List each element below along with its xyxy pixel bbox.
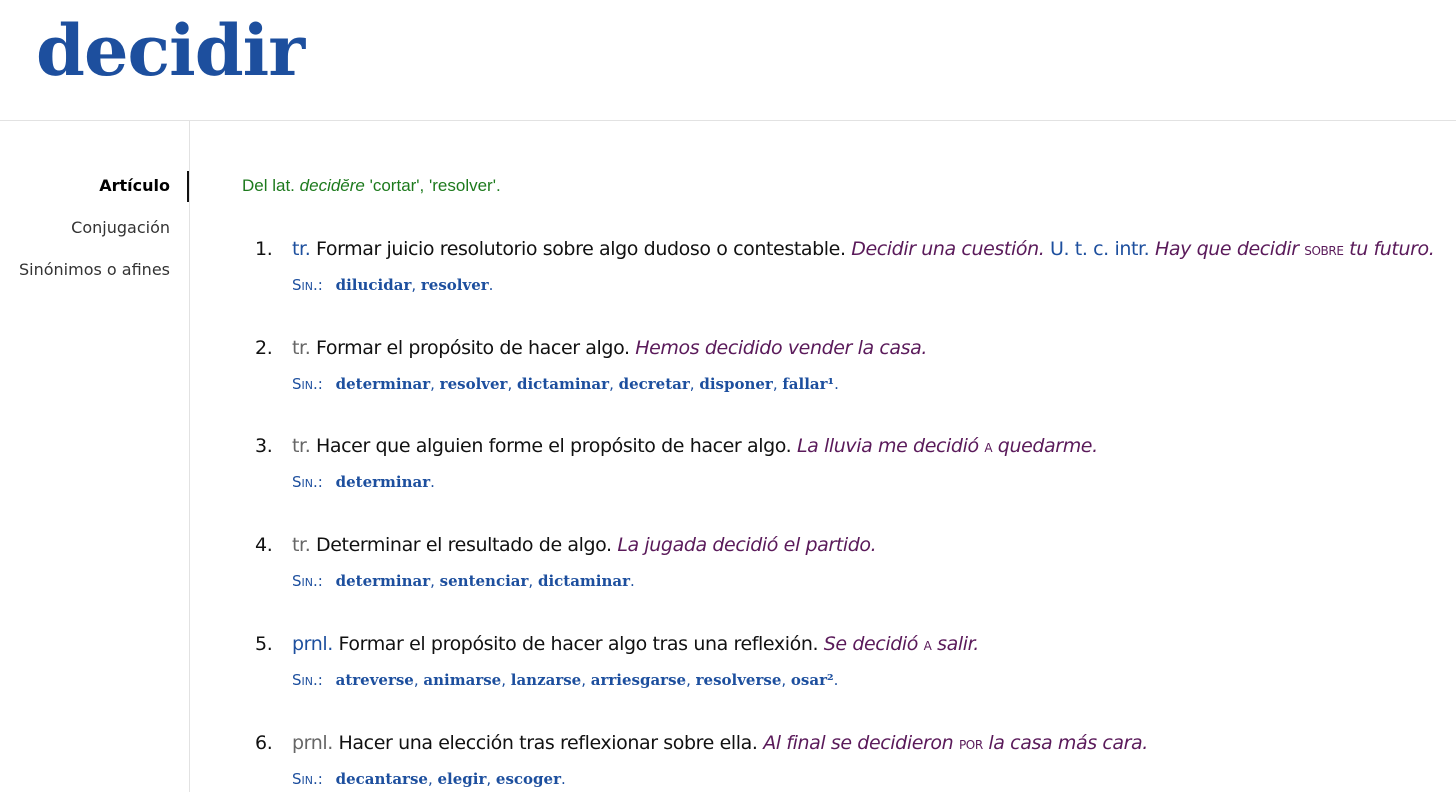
example: Se decidió a salir. bbox=[823, 633, 979, 655]
synonym-link[interactable]: decantarse bbox=[335, 770, 428, 788]
synonyms: Sin.: determinar, sentenciar, dictaminar. bbox=[292, 572, 635, 590]
article-main bbox=[191, 121, 1456, 792]
synonym-link[interactable]: escoger bbox=[495, 770, 561, 788]
synonym-link[interactable]: osar² bbox=[790, 671, 834, 689]
grammar-abbr[interactable]: tr. bbox=[292, 238, 311, 260]
example: La jugada decidió el partido. bbox=[617, 534, 877, 556]
entry-title: decidir bbox=[36, 9, 305, 92]
synonyms-label: Sin.: bbox=[292, 671, 323, 689]
synonym-link[interactable]: animarse bbox=[423, 671, 502, 689]
synonyms: Sin.: dilucidar, resolver. bbox=[292, 276, 494, 294]
sense-number: 4. bbox=[255, 534, 273, 556]
synonym-link[interactable]: elegir bbox=[437, 770, 487, 788]
grammar-abbr[interactable]: prnl. bbox=[292, 633, 333, 655]
nav-item-articulo[interactable]: Artículo bbox=[99, 176, 170, 195]
synonyms: Sin.: decantarse, elegir, escoger. bbox=[292, 770, 566, 788]
sense-number: 5. bbox=[255, 633, 273, 655]
etymology-prefix: Del lat. bbox=[242, 176, 295, 195]
synonyms-label: Sin.: bbox=[292, 375, 323, 393]
synonym-link[interactable]: decretar bbox=[618, 375, 690, 393]
usage-note[interactable]: U. t. c. intr. bbox=[1050, 238, 1150, 260]
definition: Formar juicio resolutorio sobre algo dudoso o contestable. bbox=[316, 238, 846, 260]
synonym-link[interactable]: sentenciar bbox=[439, 572, 529, 590]
grammar-abbr[interactable]: tr. bbox=[292, 534, 311, 556]
synonyms-label: Sin.: bbox=[292, 572, 323, 590]
sense-number: 6. bbox=[255, 732, 273, 754]
sidebar bbox=[0, 121, 190, 792]
grammar-abbr[interactable]: tr. bbox=[292, 435, 311, 457]
synonym-link[interactable]: resolver bbox=[420, 276, 489, 294]
nav-item-conjugacion[interactable]: Conjugación bbox=[71, 218, 170, 237]
sense-number: 2. bbox=[255, 337, 273, 359]
grammar-abbr[interactable]: prnl. bbox=[292, 732, 333, 754]
example: La lluvia me decidió a quedarme. bbox=[796, 435, 1098, 457]
synonym-link[interactable]: dictaminar bbox=[537, 572, 631, 590]
definition: Formar el propósito de hacer algo tras una reflexión. bbox=[338, 633, 819, 655]
definition: Hacer una elección tras reflexionar sobre ella. bbox=[338, 732, 758, 754]
synonyms-label: Sin.: bbox=[292, 770, 323, 788]
example: Hemos decidido vender la casa. bbox=[635, 337, 928, 359]
sense-number: 1. bbox=[255, 238, 273, 260]
synonyms-label: Sin.: bbox=[292, 473, 323, 491]
synonyms: Sin.: determinar, resolver, dictaminar, decretar, disponer, fallar¹. bbox=[292, 375, 839, 393]
grammar-abbr[interactable]: tr. bbox=[292, 337, 311, 359]
example: Decidir una cuestión. bbox=[851, 238, 1045, 260]
synonyms: Sin.: determinar. bbox=[292, 473, 435, 491]
synonym-link[interactable]: atreverse bbox=[335, 671, 414, 689]
sense-number: 3. bbox=[255, 435, 273, 457]
etymology bbox=[242, 174, 501, 198]
definition: Formar el propósito de hacer algo. bbox=[316, 337, 630, 359]
synonym-link[interactable]: lanzarse bbox=[510, 671, 582, 689]
synonyms-label: Sin.: bbox=[292, 276, 323, 294]
synonym-link[interactable]: resolverse bbox=[695, 671, 782, 689]
etymology-glosses: 'cortar', 'resolver'. bbox=[369, 176, 501, 195]
synonym-link[interactable]: dictaminar bbox=[516, 375, 610, 393]
example: Al final se decidieron por la casa más cara. bbox=[763, 732, 1148, 754]
definition: Hacer que alguien forme el propósito de hacer algo. bbox=[316, 435, 792, 457]
nav-active-indicator bbox=[187, 171, 189, 202]
synonym-link[interactable]: determinar bbox=[335, 572, 431, 590]
synonym-link[interactable]: disponer bbox=[699, 375, 773, 393]
synonym-link[interactable]: dilucidar bbox=[335, 276, 412, 294]
synonym-link[interactable]: determinar bbox=[335, 473, 431, 491]
definition: Determinar el resultado de algo. bbox=[316, 534, 612, 556]
synonym-link[interactable]: arriesgarse bbox=[590, 671, 687, 689]
synonym-link[interactable]: determinar bbox=[335, 375, 431, 393]
example: Hay que decidir sobre tu futuro. bbox=[1154, 238, 1435, 260]
etymology-latin: decidĕre bbox=[299, 176, 365, 195]
synonyms: Sin.: atreverse, animarse, lanzarse, arriesgarse, resolverse, osar². bbox=[292, 671, 839, 689]
nav-item-sinonimos[interactable]: Sinónimos o afines bbox=[19, 260, 170, 279]
header bbox=[0, 0, 1456, 121]
synonym-link[interactable]: fallar¹ bbox=[782, 375, 835, 393]
synonym-link[interactable]: resolver bbox=[439, 375, 508, 393]
